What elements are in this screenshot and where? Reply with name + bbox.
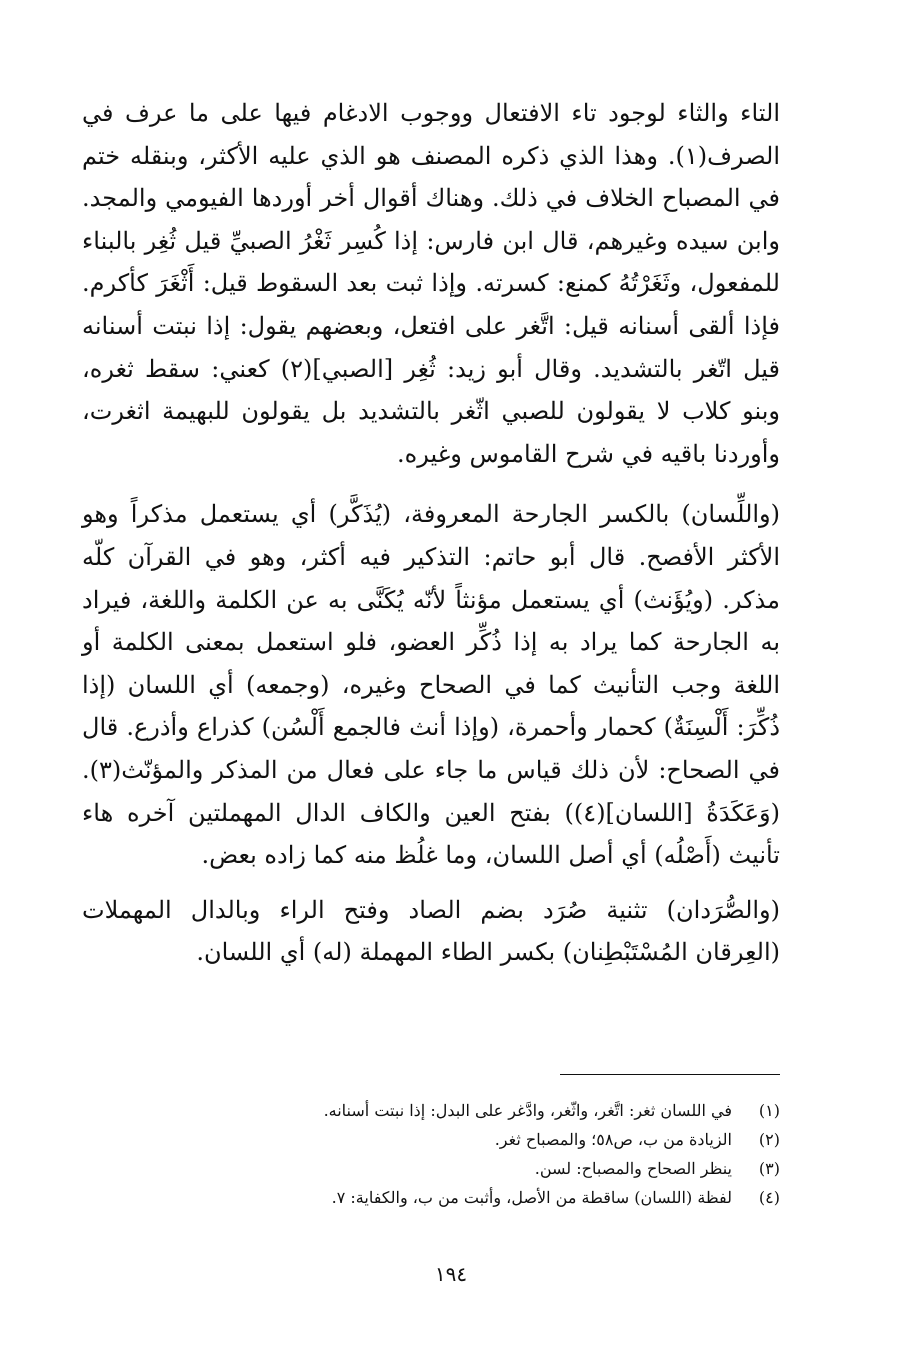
footnote-text: الزيادة من ب، ص٥٨؛ والمصباح ثغر. bbox=[494, 1130, 732, 1149]
footnote-3 bbox=[180, 1154, 780, 1183]
footnote-text: لفظة (اللسان) ساقطة من الأصل، وأثبت من ب، والكفاية: ٧. bbox=[331, 1188, 732, 1207]
footnote-number: (٢) bbox=[758, 1130, 780, 1149]
footnote-number: (٤) bbox=[758, 1188, 780, 1207]
footnote-4 bbox=[180, 1183, 780, 1212]
footnote-number: (١) bbox=[758, 1101, 780, 1120]
footnote-number: (٣) bbox=[758, 1159, 780, 1178]
footnote-text: ينظر الصحاح والمصباح: لسن. bbox=[534, 1159, 732, 1178]
page-number: ١٩٤ bbox=[434, 1262, 468, 1286]
footnote-1 bbox=[180, 1096, 780, 1125]
footnote-text: في اللسان ثغر: اتَّغر، واثّغر، وادَّغر على البدل: إذا نبتت أسنانه. bbox=[323, 1101, 732, 1120]
footnotes bbox=[180, 1096, 780, 1212]
paragraph-2: (واللِّسان) بالكسر الجارحة المعروفة، (يُذَكَّر) أي يستعمل مذكراً وهو الأكثر الأفصح. قال أبو حاتم: التذكير فيه أكثر، وهو في القرآن كلّه مذكر. (ويُؤَنث) أي يستعمل مؤنثاً لأنّه يُكَنَّى به عن الكلمة واللغة، فيراد به الجارحة كما يراد به إذا ذُكِّر العضو، فلو استعمل بمعنى الكلمة أو اللغة وجب التأنيث كما في الصحاح وغيره، (وجمعه) أي اللسان (إذا ذُكِّرَ: أَلْسِنَةٌ) كحمار وأحمرة، (وإذا أنث فالجمع أَلْسُن) كذراع وأذرع. قال في الصحاح: لأن ذلك قياس ما جاء على فعال من المذكر والمؤنّث(٣). (وَعَكَدَةُ [اللسان](٤)) بفتح العين والكاف الدال المهملتين آخره هاء تأنيث (أَصْلُه) أي أصل اللسان، وما غلُظ منه كما زاده بعض. bbox=[82, 500, 780, 870]
main-text bbox=[82, 92, 780, 974]
paragraph-1: التاء والثاء لوجود تاء الافتعال ووجوب الادغام فيها على ما عرف في الصرف(١). وهذا الذي ذكره المصنف هو الذي عليه الأكثر، وبنقله ختم في المصباح الخلاف في ذلك. وهناك أقوال أخر أوردها الفيومي والمجد. وابن سيده وغيرهم، قال ابن فارس: إذا كُسِر ثَغْرُ الصبيِّ قيل ثُغِر بالبناء للمفعول، وثَغَرْتُهُ كمنع: كسرته. وإذا ثبت بعد السقوط قيل: أَثْغَرَ كأكرم. فإذا ألقى أسنانه قيل: اتَّغر على افتعل، وبعضهم يقول: إذا نبتت أسنانه قيل اتّغر بالتشديد. وقال أبو زيد: ثُغِر [الصبي](٢) كعني: سقط ثغره، وبنو كلاب لا يقولون للصبي اثّغر بالتشديد بل يقولون للبهيمة اثغرت، وأوردنا باقيه في شرح القاموس وغيره. bbox=[82, 99, 781, 468]
footnote-2 bbox=[180, 1125, 780, 1154]
paragraph-3: (والصُّرَدان) تثنية صُرَد بضم الصاد وفتح الراء وبالدال المهملات (العِرقان المُسْتَبْطِنان) بكسر الطاء المهملة (له) أي اللسان. bbox=[82, 895, 780, 967]
footnote-divider bbox=[560, 1074, 780, 1075]
